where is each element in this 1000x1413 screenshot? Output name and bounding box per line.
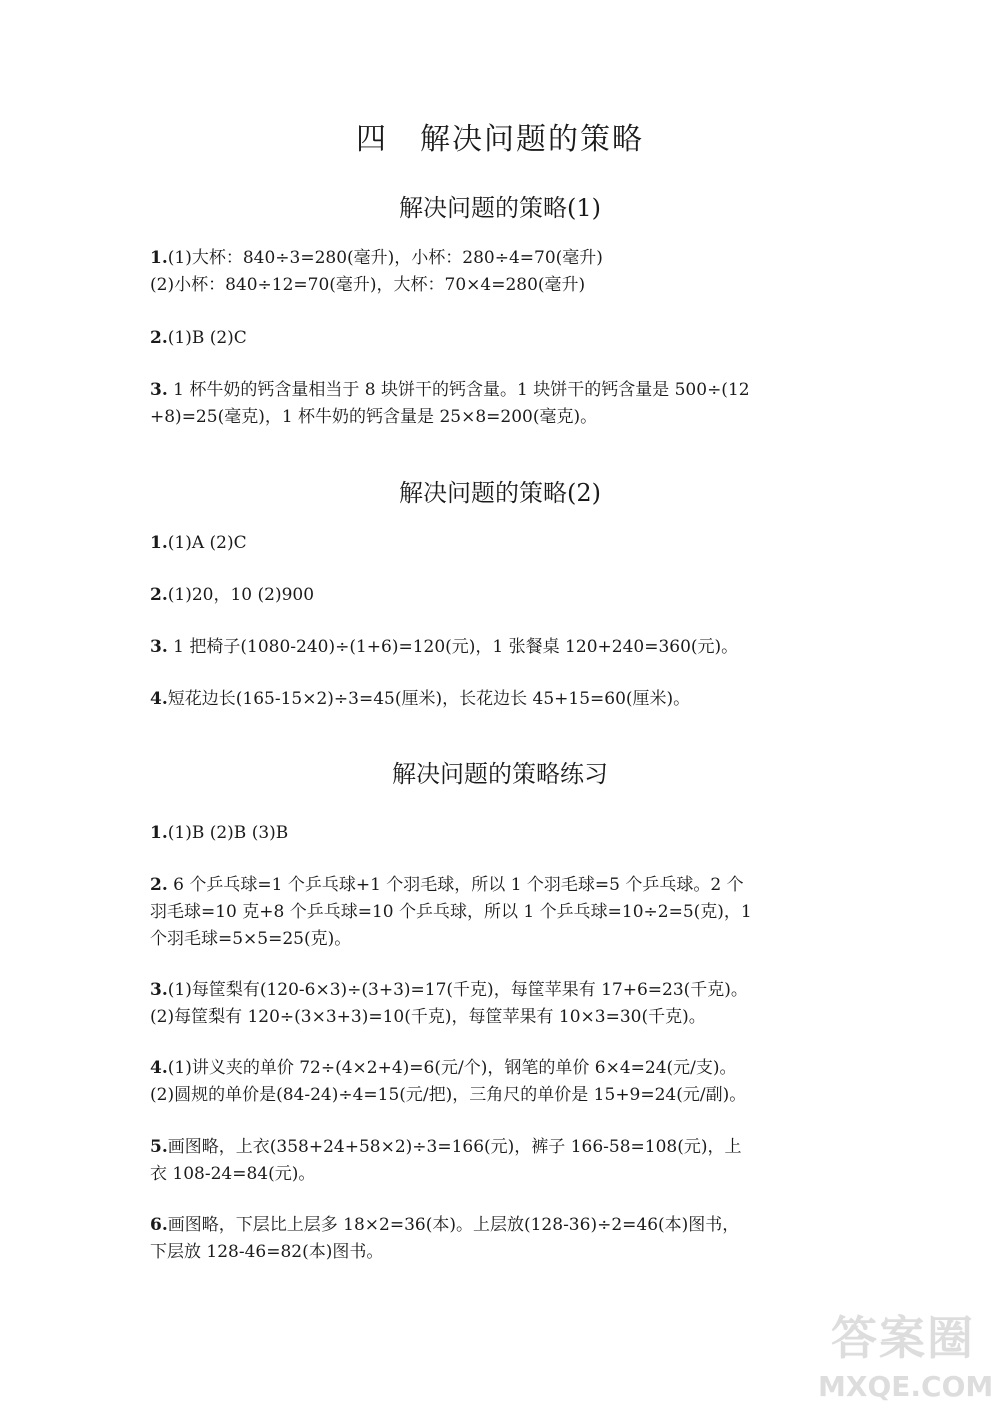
- item-number: 3.: [150, 980, 168, 1000]
- answer-line: (1)20，10 (2)900: [167, 585, 315, 605]
- answer-item: [150, 530, 870, 557]
- item-number: 4.: [150, 1058, 168, 1078]
- answer-line: 1 杯牛奶的钙含量相当于 8 块饼干的钙含量。1 块饼干的钙含量是 500÷(12: [167, 380, 750, 400]
- answer-line: (1)B (2)B (3)B: [167, 823, 289, 843]
- watermark-logo-text: 答案圈: [831, 1311, 975, 1365]
- section-title-2: 解决问题的策略(2): [399, 479, 601, 507]
- item-number: 3.: [150, 380, 168, 400]
- answer-item: [150, 1212, 870, 1266]
- watermark-url: MXQE.COM: [818, 1370, 994, 1403]
- item-number: 2.: [150, 585, 168, 605]
- site-watermark: [818, 1309, 994, 1409]
- item-number: 4.: [150, 689, 168, 709]
- answer-item: [150, 977, 870, 1031]
- answer-line: (1)B (2)C: [167, 328, 247, 348]
- item-number: 2.: [150, 875, 168, 895]
- answer-line: 画图略，下层比上层多 18×2=36(本)。上层放(128-36)÷2=46(本)图书，: [167, 1215, 740, 1235]
- answer-line: 短花边长(165-15×2)÷3=45(厘米)，长花边长 45+15=60(厘米)。: [167, 689, 691, 709]
- answer-line: (1)讲义夹的单价 72÷(4×2+4)=6(元/个)，钢笔的单价 6×4=24(元/支)。: [167, 1058, 737, 1078]
- answer-line: 6 个乒乓球=1 个乒乓球+1 个羽毛球，所以 1 个羽毛球=5 个乒乓球。2 个: [167, 875, 744, 895]
- answer-item: [150, 245, 870, 299]
- answer-line: 1 把椅子(1080-240)÷(1+6)=120(元)，1 张餐桌 120+240=360(元)。: [167, 637, 739, 657]
- answer-line: 个羽毛球=5×5=25(克)。: [150, 929, 352, 949]
- item-number: 3.: [150, 637, 168, 657]
- answer-line: 画图略，上衣(358+24+58×2)÷3=166(元)，裤子 166-58=108(元)，上: [167, 1137, 742, 1157]
- answer-line: 下层放 128-46=82(本)图书。: [150, 1242, 384, 1262]
- item-number: 1.: [150, 823, 168, 843]
- answer-item: [150, 582, 870, 609]
- section-title-1: 解决问题的策略(1): [399, 194, 601, 222]
- chapter-title: 四 解决问题的策略: [356, 122, 644, 157]
- answer-item: [150, 1055, 870, 1109]
- answer-item: [150, 634, 870, 661]
- answer-line: 羽毛球=10 克+8 个乒乓球=10 个乒乓球，所以 1 个乒乓球=10÷2=5(克)，1: [150, 902, 752, 922]
- answer-item: [150, 1134, 870, 1188]
- answer-line: (1)A (2)C: [167, 533, 247, 553]
- answer-item: [150, 872, 870, 953]
- answer-line: (2)小杯：840÷12=70(毫升)，大杯：70×4=280(毫升): [150, 275, 586, 295]
- item-number: 6.: [150, 1215, 168, 1235]
- answer-item: [150, 377, 870, 431]
- answer-line: (1)每筐梨有(120-6×3)÷(3+3)=17(千克)，每筐苹果有 17+6=23(千克)。: [167, 980, 748, 1000]
- answer-item: [150, 686, 870, 713]
- answer-line: (2)圆规的单价是(84-24)÷4=15(元/把)，三角尺的单价是 15+9=24(元/副)。: [150, 1085, 747, 1105]
- answer-line: 衣 108-24=84(元)。: [150, 1164, 316, 1184]
- item-number: 1.: [150, 248, 168, 268]
- item-number: 5.: [150, 1137, 168, 1157]
- answer-line: (1)大杯：840÷3=280(毫升)，小杯：280÷4=70(毫升): [167, 248, 603, 268]
- answer-item: [150, 325, 870, 352]
- item-number: 1.: [150, 533, 168, 553]
- item-number: 2.: [150, 328, 168, 348]
- section-title-3: 解决问题的策略练习: [392, 760, 608, 788]
- answer-line: (2)每筐梨有 120÷(3×3+3)=10(千克)，每筐苹果有 10×3=30(千克)。: [150, 1007, 706, 1027]
- answer-line: +8)=25(毫克)，1 杯牛奶的钙含量是 25×8=200(毫克)。: [150, 407, 598, 427]
- answer-item: [150, 820, 870, 847]
